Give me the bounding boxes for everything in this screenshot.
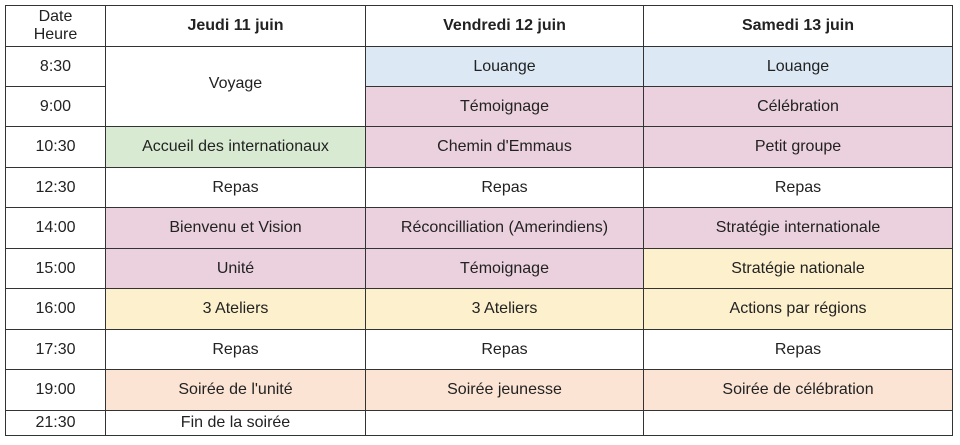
schedule-table <box>5 5 953 436</box>
event-cell-samedi: Actions par régions <box>644 289 953 330</box>
event-cell-jeudi: Unité <box>106 249 366 289</box>
event-cell-jeudi: 3 Ateliers <box>106 289 366 330</box>
corner-header <box>6 6 106 47</box>
time-cell: 14:00 <box>6 208 106 249</box>
event-cell-samedi: Louange <box>644 47 953 87</box>
event-cell-vendredi: Repas <box>366 168 644 208</box>
table-row <box>6 208 953 249</box>
table-row <box>6 411 953 436</box>
event-cell-samedi: Stratégie internationale <box>644 208 953 249</box>
event-cell-vendredi: Témoignage <box>366 87 644 127</box>
time-cell: 17:30 <box>6 330 106 370</box>
table-row <box>6 168 953 208</box>
event-cell-vendredi: 3 Ateliers <box>366 289 644 330</box>
table-row <box>6 370 953 411</box>
event-cell-jeudi: Repas <box>106 168 366 208</box>
event-cell-vendredi: Louange <box>366 47 644 87</box>
day-header-jeudi: Jeudi 11 juin <box>106 6 366 47</box>
table-row <box>6 249 953 289</box>
event-cell-samedi: Petit groupe <box>644 127 953 168</box>
event-cell-samedi: Stratégie nationale <box>644 249 953 289</box>
time-cell: 19:00 <box>6 370 106 411</box>
event-cell-samedi: Soirée de célébration <box>644 370 953 411</box>
event-cell-jeudi: Voyage <box>106 47 366 127</box>
event-cell-samedi: Célébration <box>644 87 953 127</box>
table-row <box>6 47 953 87</box>
day-header-samedi: Samedi 13 juin <box>644 6 953 47</box>
table-row <box>6 127 953 168</box>
corner-time-label: Heure <box>33 26 78 43</box>
time-cell: 21:30 <box>6 411 106 436</box>
event-cell-vendredi: Soirée jeunesse <box>366 370 644 411</box>
event-cell-jeudi: Bienvenu et Vision <box>106 208 366 249</box>
time-cell: 12:30 <box>6 168 106 208</box>
event-cell-vendredi: Réconcilliation (Amerindiens) <box>366 208 644 249</box>
event-cell-jeudi: Accueil des internationaux <box>106 127 366 168</box>
table-row <box>6 289 953 330</box>
time-cell: 16:00 <box>6 289 106 330</box>
event-cell-samedi: Repas <box>644 330 953 370</box>
time-cell: 15:00 <box>6 249 106 289</box>
event-cell-vendredi <box>366 411 644 436</box>
day-header-vendredi: Vendredi 12 juin <box>366 6 644 47</box>
event-cell-samedi: Repas <box>644 168 953 208</box>
table-row <box>6 330 953 370</box>
event-cell-jeudi: Soirée de l'unité <box>106 370 366 411</box>
event-cell-vendredi: Témoignage <box>366 249 644 289</box>
time-cell: 9:00 <box>6 87 106 127</box>
header-row <box>6 6 953 47</box>
corner-date-label: Date <box>38 8 73 25</box>
time-cell: 10:30 <box>6 127 106 168</box>
event-cell-jeudi: Repas <box>106 330 366 370</box>
time-cell: 8:30 <box>6 47 106 87</box>
event-cell-vendredi: Chemin d'Emmaus <box>366 127 644 168</box>
event-cell-vendredi: Repas <box>366 330 644 370</box>
event-cell-samedi <box>644 411 953 436</box>
event-cell-jeudi: Fin de la soirée <box>106 411 366 436</box>
